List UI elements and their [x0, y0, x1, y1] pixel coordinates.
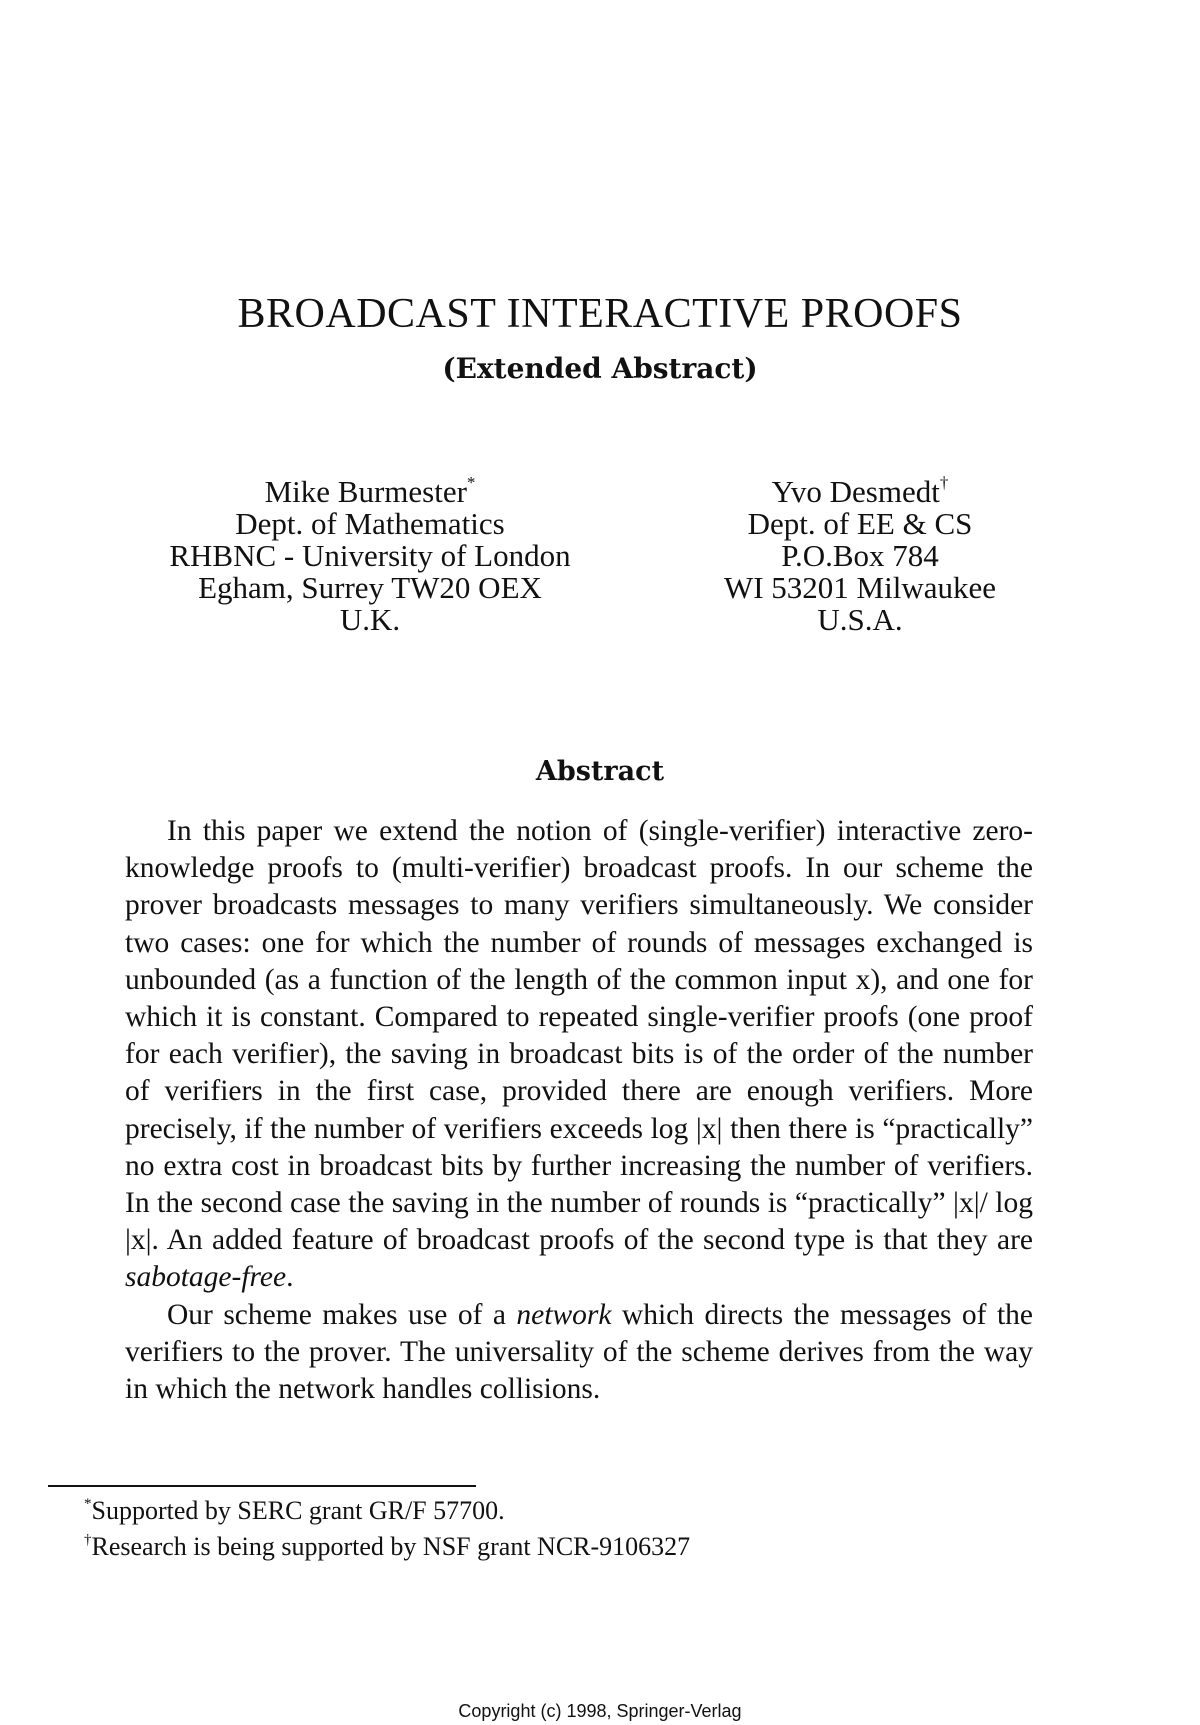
footnotes — [84, 1493, 984, 1565]
abstract-heading: Abstract — [535, 756, 665, 787]
author-affiliation-line: Dept. of Mathematics — [235, 506, 505, 541]
author-footnote-mark: * — [466, 473, 476, 492]
copyright-notice: Copyright (c) 1998, Springer-Verlag — [458, 1701, 742, 1721]
emphasis-network: network — [516, 1298, 612, 1331]
author-name-line — [640, 473, 1080, 509]
footnote-mark: * — [84, 1496, 92, 1512]
author-affiliation-line: U.K. — [339, 602, 401, 637]
author-name-line — [120, 473, 620, 509]
footnote-2 — [84, 1529, 984, 1565]
footnote-mark: † — [84, 1532, 92, 1548]
author-affiliation-line: Egham, Surrey TW20 OEX — [198, 570, 542, 605]
footnote-text: Supported by SERC grant GR/F 57700. — [91, 1496, 505, 1525]
paper-subtitle: (Extended Abstract) — [442, 352, 758, 385]
footnote-text: Research is being supported by NSF grant NCR-9106327 — [91, 1532, 691, 1561]
footnote-rule — [48, 1485, 476, 1487]
author-affiliation-line: P.O.Box 784 — [781, 538, 939, 573]
paper-title: BROADCAST INTERACTIVE PROOFS — [237, 291, 963, 337]
author-footnote-mark: † — [939, 473, 949, 492]
author-block-burmester — [120, 473, 620, 637]
abstract-paragraph-1: In this paper we extend the notion of (single-verifier) interactive zero-knowledge proofs to (multi-verifier) broadcast proofs. In our scheme the prover broadcasts messages to many verifiers simultaneously. We consider two cases: one for which the number of rounds of messages exchanged is unbounded (as a function of the length of the common input x), and one for which it is constant. Compared to repeated single-verifier proofs (one proof for each verifier), the saving in broadcast bits is of the order of the number of verifiers in the first case, provided there are enough verifiers. More precisely, if the number of verifiers exceeds log |x| then there is “practically” no extra cost in broadcast bits by further increasing the number of verifiers. In the second case the saving in the number of rounds is “practically” |x|/ log |x|. An added feature of broadcast proofs of the second type is that they are sabotage-free. — [125, 815, 1033, 1294]
author-name: Mike Burmester — [264, 474, 467, 509]
footnote-1 — [84, 1493, 984, 1529]
author-affiliation-line: WI 53201 Milwaukee — [723, 570, 997, 605]
author-affiliation-line: Dept. of EE & CS — [747, 506, 973, 541]
author-name: Yvo Desmedt — [771, 474, 940, 509]
author-affiliation-line: RHBNC - University of London — [169, 538, 571, 573]
abstract-paragraph-2: Our scheme makes use of a network which directs the messages of the verifiers to the prover. The universality of the scheme derives from the way in which the network handles collisions. — [125, 1298, 1033, 1406]
emphasis-sabotage-free: sabotage-free — [125, 1261, 287, 1294]
author-block-desmedt — [640, 473, 1080, 637]
author-affiliation-line: U.S.A. — [817, 602, 903, 637]
abstract-body — [125, 813, 1033, 1408]
